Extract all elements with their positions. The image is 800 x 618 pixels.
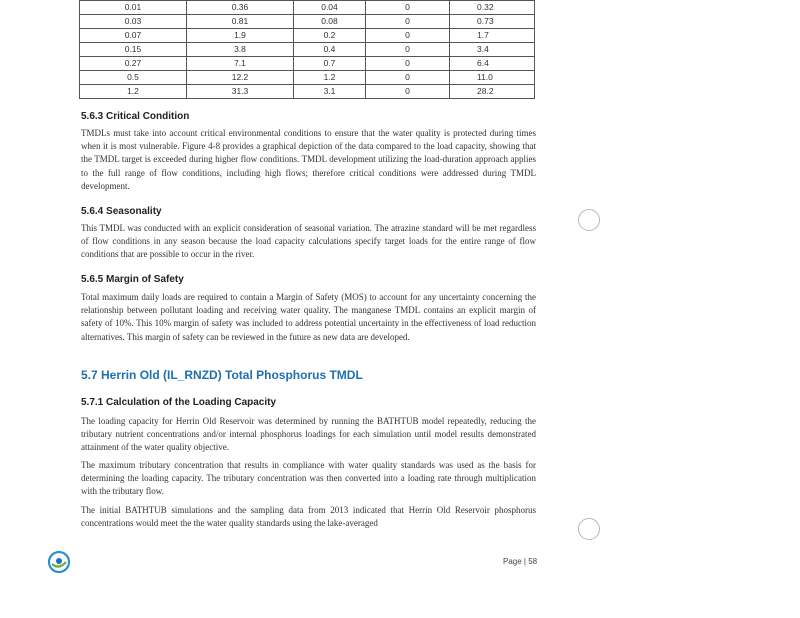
binder-hole-top — [578, 209, 600, 231]
table-row — [80, 71, 535, 85]
table-cell: 0.32 — [450, 1, 535, 15]
table-cell: 1.7 — [450, 29, 535, 43]
table-cell: 0 — [366, 29, 450, 43]
table-cell: 3.8 — [187, 43, 294, 57]
table-cell: 0.08 — [294, 15, 366, 29]
table-cell: 0 — [366, 71, 450, 85]
table-row — [80, 29, 535, 43]
table-row — [80, 57, 535, 71]
table-cell: 0.03 — [80, 15, 187, 29]
paragraph-margin-of-safety: Total maximum daily loads are required to contain a Margin of Safety (MOS) to account for any uncertainty concerning the relationship between pollutant loading and receiving water quality. The manganese TMDL contains an explicit margin of safety of 10%. This 10% margin of safety was included to address potential uncertainty in the effectiveness of load reduction alternatives. This margin of safety can be reviewed in the future as new data are developed. — [81, 292, 536, 342]
table-row — [80, 15, 535, 29]
paragraph-loading-capacity-3: The initial BATHTUB simulations and the sampling data from 2013 indicated that Herrin Old Reservoir phosphorus concentrations would meet the the water quality standards using the lake-averaged — [81, 505, 536, 529]
heading-margin-of-safety: 5.6.5 Margin of Safety — [81, 274, 184, 285]
table-cell: 3.4 — [450, 43, 535, 57]
paragraph-loading-capacity-2: The maximum tributary concentration that results in compliance with water quality standards was used as the basis for determining the loading capacity. The tributary concentration was then converted into a loading rate through multiplication with the tributary flow. — [81, 460, 536, 497]
table-cell: 0.15 — [80, 43, 187, 57]
table-cell: 0.27 — [80, 57, 187, 71]
table-cell: 0.01 — [80, 1, 187, 15]
heading-seasonality: 5.6.4 Seasonality — [81, 206, 162, 217]
table-cell: 0 — [366, 57, 450, 71]
heading-herrin-old-tmdl: 5.7 Herrin Old (IL_RNZD) Total Phosphorus TMDL — [81, 368, 363, 382]
table-cell: 28.2 — [450, 85, 535, 99]
agency-logo-icon — [47, 550, 71, 574]
table-cell: 12.2 — [187, 71, 294, 85]
table-cell: 1.9 — [187, 29, 294, 43]
table-cell: 0.81 — [187, 15, 294, 29]
load-table — [79, 0, 534, 99]
table-row — [80, 85, 535, 99]
table-cell: 0 — [366, 85, 450, 99]
table-cell: 0 — [366, 43, 450, 57]
table-cell: 3.1 — [294, 85, 366, 99]
table-cell: 0.36 — [187, 1, 294, 15]
table-cell: 1.2 — [294, 71, 366, 85]
table-cell: 0.2 — [294, 29, 366, 43]
table-cell: 0.4 — [294, 43, 366, 57]
table-cell: 0 — [366, 1, 450, 15]
table-cell: 6.4 — [450, 57, 535, 71]
paragraph-seasonality: This TMDL was conducted with an explicit consideration of seasonal variation. The atrazine standard will be met regardless of flow conditions in any season because the load capacity calculations specify target loads for the entire range of flow conditions that are possible to occur in the river. — [81, 223, 536, 260]
table-cell: 31.3 — [187, 85, 294, 99]
table-row — [80, 43, 535, 57]
table-cell: 0.07 — [80, 29, 187, 43]
table-cell: 0.5 — [80, 71, 187, 85]
binder-hole-bottom — [578, 518, 600, 540]
table-cell: 0.7 — [294, 57, 366, 71]
table-cell: 1.2 — [80, 85, 187, 99]
load-table-grid — [79, 0, 535, 99]
table-cell: 0 — [366, 15, 450, 29]
heading-loading-capacity: 5.7.1 Calculation of the Loading Capacity — [81, 397, 277, 408]
paragraph-critical-condition: TMDLs must take into account critical environmental conditions to ensure that the water quality is protected during times when it is most vulnerable. Figure 4-8 provides a graphical depiction of the data compared to the load capacity, showing that the TMDL target is exceeded during higher flow conditions. TMDL development utilizing the load-duration approach applies to the full range of flow conditions, including high flows; therefore critical conditions were addressed during TMDL development. — [81, 128, 536, 191]
table-cell: 0.73 — [450, 15, 535, 29]
table-cell: 0.04 — [294, 1, 366, 15]
table-cell: 7.1 — [187, 57, 294, 71]
table-cell: 11.0 — [450, 71, 535, 85]
paragraph-loading-capacity-1: The loading capacity for Herrin Old Reservoir was determined by running the BATHTUB model repeatedly, reducing the tributary nutrient concentrations and/or internal phosphorus loadings for each simulation until model results demonstrated attainment of the water quality objective. — [81, 416, 536, 453]
heading-critical-condition: 5.6.3 Critical Condition — [81, 111, 190, 122]
table-row — [80, 1, 535, 15]
page-number: Page | 58 — [503, 557, 538, 566]
